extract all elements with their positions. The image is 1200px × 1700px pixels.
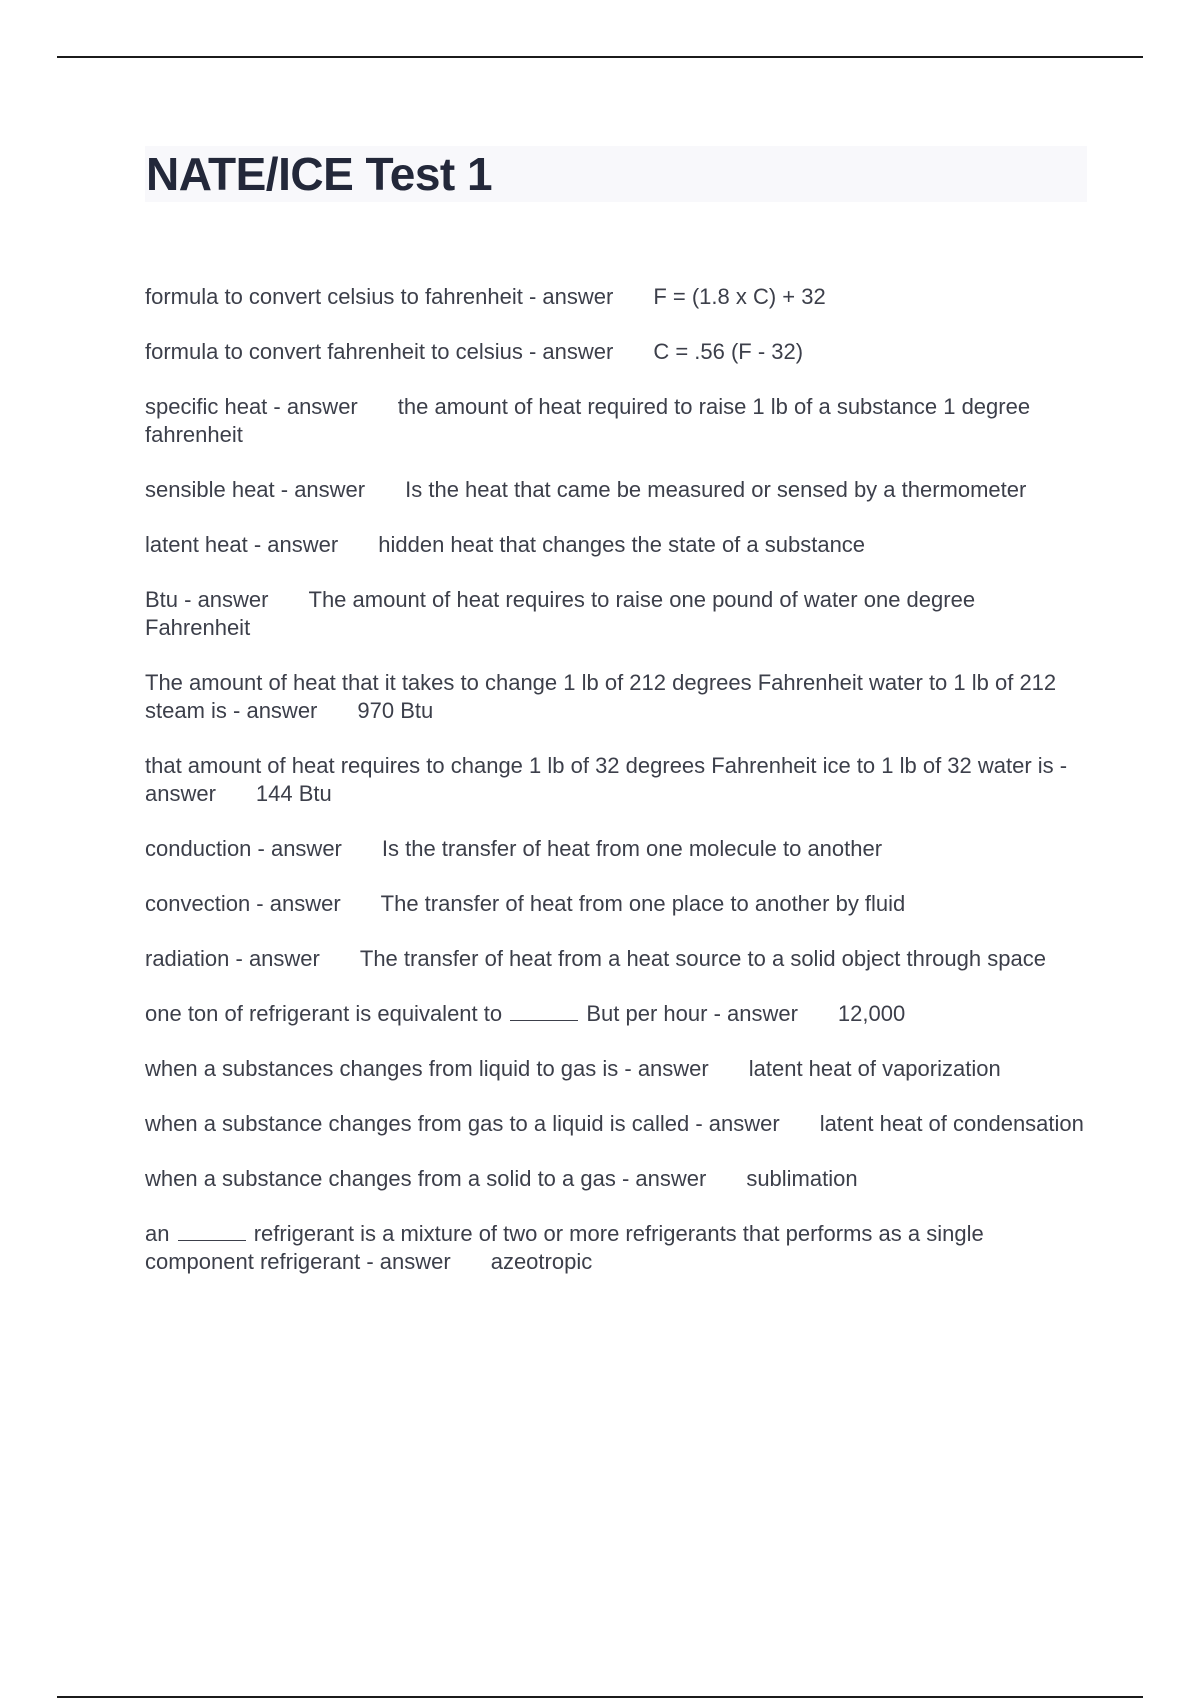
question: The amount of heat that it takes to change 1 lb of 212 degrees Fahrenheit water to 1 lb of 212 steam is - answer (145, 670, 1057, 723)
flashcard-item (145, 1165, 1085, 1193)
question: formula to convert celsius to fahrenheit - answer (145, 284, 614, 309)
answer: azeotropic (490, 1249, 593, 1274)
flashcard-item (145, 1220, 1085, 1276)
answer: 144 Btu (255, 781, 332, 806)
answer: Is the heat that came be measured or sensed by a thermometer (405, 477, 1027, 502)
answer: The transfer of heat from one place to another by fluid (380, 891, 906, 916)
flashcard-item (145, 531, 1085, 559)
question: when a substance changes from gas to a liquid is called - answer (145, 1111, 780, 1136)
answer: F = (1.8 x C) + 32 (653, 284, 826, 309)
answer: latent heat of condensation (819, 1111, 1084, 1136)
answer: sublimation (746, 1166, 858, 1191)
flashcard-item (145, 1000, 1085, 1028)
answer: Is the transfer of heat from one molecule to another (381, 836, 883, 861)
flashcard-item (145, 890, 1085, 918)
flashcard-item (145, 476, 1085, 504)
answer: 12,000 (837, 1001, 906, 1026)
bottom-rule (57, 1696, 1143, 1698)
flashcard-item (145, 835, 1085, 863)
fill-in-blank (178, 1222, 246, 1241)
fill-in-blank (510, 1002, 578, 1021)
question: formula to convert fahrenheit to celsius - answer (145, 339, 614, 364)
flashcard-item (145, 338, 1085, 366)
answer: The amount of heat requires to raise one pound of water one degree Fahrenheit (145, 587, 976, 640)
flashcard-item (145, 1055, 1085, 1083)
flashcard-list (145, 283, 1085, 1303)
question: latent heat - answer (145, 532, 339, 557)
question: Btu - answer (145, 587, 269, 612)
answer: latent heat of vaporization (748, 1056, 1001, 1081)
question-pre: one ton of refrigerant is equivalent to (145, 1001, 503, 1026)
question-post: But per hour - answer (586, 1001, 798, 1026)
answer: the amount of heat required to raise 1 lb of a substance 1 degree fahrenheit (145, 394, 1031, 447)
flashcard-item (145, 752, 1085, 808)
answer: hidden heat that changes the state of a substance (378, 532, 866, 557)
answer: The transfer of heat from a heat source to a solid object through space (359, 946, 1046, 971)
top-rule (57, 56, 1143, 58)
question: conduction - answer (145, 836, 342, 861)
question-post: refrigerant is a mixture of two or more refrigerants that performs as a single component refrigerant - answer (145, 1221, 984, 1274)
question: convection - answer (145, 891, 341, 916)
flashcard-item (145, 1110, 1085, 1138)
flashcard-item (145, 586, 1085, 642)
answer: C = .56 (F - 32) (653, 339, 804, 364)
question-pre: an (145, 1221, 170, 1246)
question: that amount of heat requires to change 1 lb of 32 degrees Fahrenheit ice to 1 lb of 32 water is - answer (145, 753, 1068, 806)
answer: 970 Btu (357, 698, 434, 723)
flashcard-item (145, 283, 1085, 311)
question: when a substance changes from a solid to a gas - answer (145, 1166, 707, 1191)
question: when a substances changes from liquid to gas is - answer (145, 1056, 709, 1081)
question: sensible heat - answer (145, 477, 366, 502)
flashcard-item (145, 393, 1085, 449)
flashcard-item (145, 669, 1085, 725)
flashcard-item (145, 945, 1085, 973)
page-title: NATE/ICE Test 1 (146, 148, 493, 200)
question: radiation - answer (145, 946, 320, 971)
question: specific heat - answer (145, 394, 358, 419)
